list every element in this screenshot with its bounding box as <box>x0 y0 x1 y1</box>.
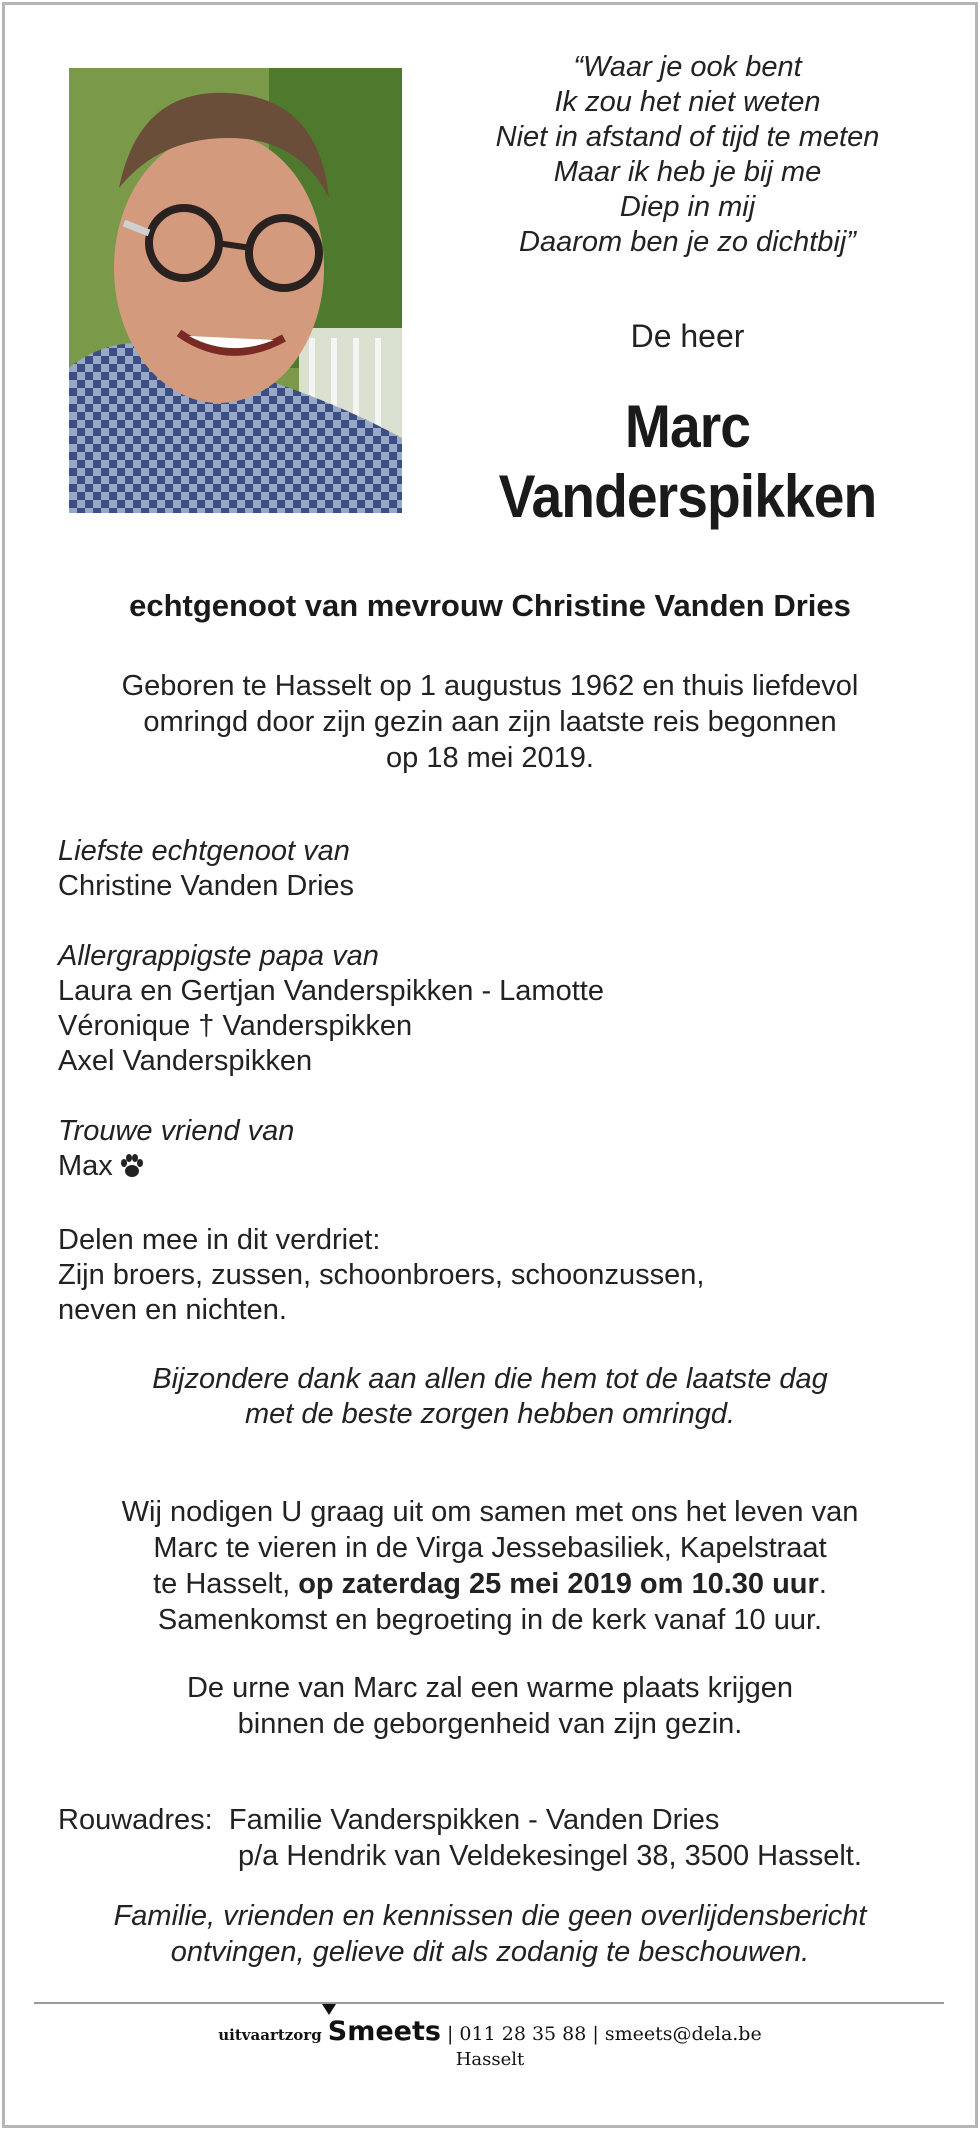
spouse-block <box>58 834 918 904</box>
address-street: p/a Hendrik van Veldekesingel 38, 3500 Hasselt. <box>238 1840 862 1872</box>
family-section <box>58 834 918 1363</box>
footer-city: Hasselt <box>455 2049 525 2070</box>
spouse-lead: Liefste echtgenoot van <box>58 835 350 867</box>
share-block <box>58 1223 918 1328</box>
urn-line: binnen de geborgenheid van zijn gezin. <box>237 1708 743 1740</box>
poem <box>430 50 945 260</box>
urn-paragraph <box>60 1670 920 1742</box>
child-name: Véronique † Vanderspikken <box>58 1010 413 1042</box>
thanks-line: Bijzondere dank aan allen die hem tot de laatste dag <box>152 1363 828 1395</box>
share-lead: Delen mee in dit verdriet: <box>58 1224 381 1256</box>
child-name: Laura en Gertjan Vanderspikken - Lamotte <box>58 975 604 1007</box>
urn-line: De urne van Marc zal een warme plaats krijgen <box>186 1672 794 1704</box>
thanks-paragraph <box>60 1362 920 1432</box>
notice-line: Familie, vrienden en kennissen die geen overlijdensbericht <box>113 1900 867 1932</box>
invite-line3-post: . <box>818 1568 827 1600</box>
child-name: Axel Vanderspikken <box>58 1045 313 1077</box>
footer-line <box>0 2016 980 2047</box>
birth-line: op 18 mei 2019. <box>386 742 594 774</box>
birth-paragraph <box>60 668 920 776</box>
friend-block <box>58 1114 918 1188</box>
friend-line <box>58 1149 918 1188</box>
thanks-line: met de beste zorgen hebben omringd. <box>244 1398 736 1430</box>
poem-line: Maar ik heb je bij me <box>553 156 822 188</box>
children-lead: Allergrappigste papa van <box>58 940 379 972</box>
footer-prefix: uitvaartzorg <box>218 2026 322 2044</box>
poem-line: Daarom ben je zo dichtbij” <box>519 226 856 258</box>
footer-divider <box>34 2002 944 2004</box>
poem-line: “Waar je ook bent <box>573 51 802 83</box>
portrait-photo <box>69 68 402 513</box>
notice-line: ontvingen, gelieve dit als zodanig te beschouwen. <box>170 1936 810 1968</box>
friend-lead: Trouwe vriend van <box>58 1115 295 1147</box>
children-block <box>58 939 918 1079</box>
spouse-line: echtgenoot van mevrouw Christine Vanden Dries <box>129 588 851 623</box>
invitation-paragraph <box>60 1494 920 1638</box>
invite-line: Samenkomst en begroeting in de kerk vanaf 10 uur. <box>157 1604 823 1636</box>
invite-line: Wij nodigen U graag uit om samen met ons het leven van <box>121 1496 859 1528</box>
ceremony-datetime: op zaterdag 25 mei 2019 om 10.30 uur <box>298 1568 819 1600</box>
share-line: neven en nichten. <box>58 1294 287 1326</box>
address-line <box>58 1802 938 1838</box>
mourning-address <box>58 1802 938 1874</box>
share-line: Zijn broers, zussen, schoonbroers, schoonzussen, <box>58 1259 705 1291</box>
poem-line: Ik zou het niet weten <box>554 86 821 118</box>
invite-line: Marc te vieren in de Virga Jessebasiliek, Kapelstraat <box>153 1532 827 1564</box>
birth-line: omringd door zijn gezin aan zijn laatste reis begonnen <box>143 706 837 738</box>
last-name: Vanderspikken <box>498 463 877 530</box>
paw-icon <box>119 1153 145 1188</box>
footer-contact: | 011 28 35 88 | smeets@dela.be <box>446 2023 762 2045</box>
deceased-name <box>451 392 925 532</box>
friend-name: Max <box>58 1150 113 1182</box>
address-label: Rouwadres: <box>58 1804 213 1836</box>
birth-line: Geboren te Hasselt op 1 augustus 1962 en thuis liefdevol <box>121 670 859 702</box>
brand-name: Smeets <box>327 2016 441 2047</box>
invite-line3-pre: te Hasselt, <box>153 1568 299 1600</box>
funeral-home-footer <box>0 2016 980 2070</box>
footer-brand <box>328 2016 441 2047</box>
poem-line: Diep in mij <box>619 191 756 223</box>
brand-mark-icon <box>322 2004 336 2015</box>
salutation: De heer <box>630 318 745 354</box>
address-family: Familie Vanderspikken - Vanden Dries <box>228 1804 720 1836</box>
invite-line <box>60 1566 920 1602</box>
notice-paragraph <box>40 1898 940 1970</box>
first-name: Marc <box>624 393 751 460</box>
poem-line: Niet in afstand of tijd te meten <box>495 121 880 153</box>
spouse-name: Christine Vanden Dries <box>58 870 355 902</box>
